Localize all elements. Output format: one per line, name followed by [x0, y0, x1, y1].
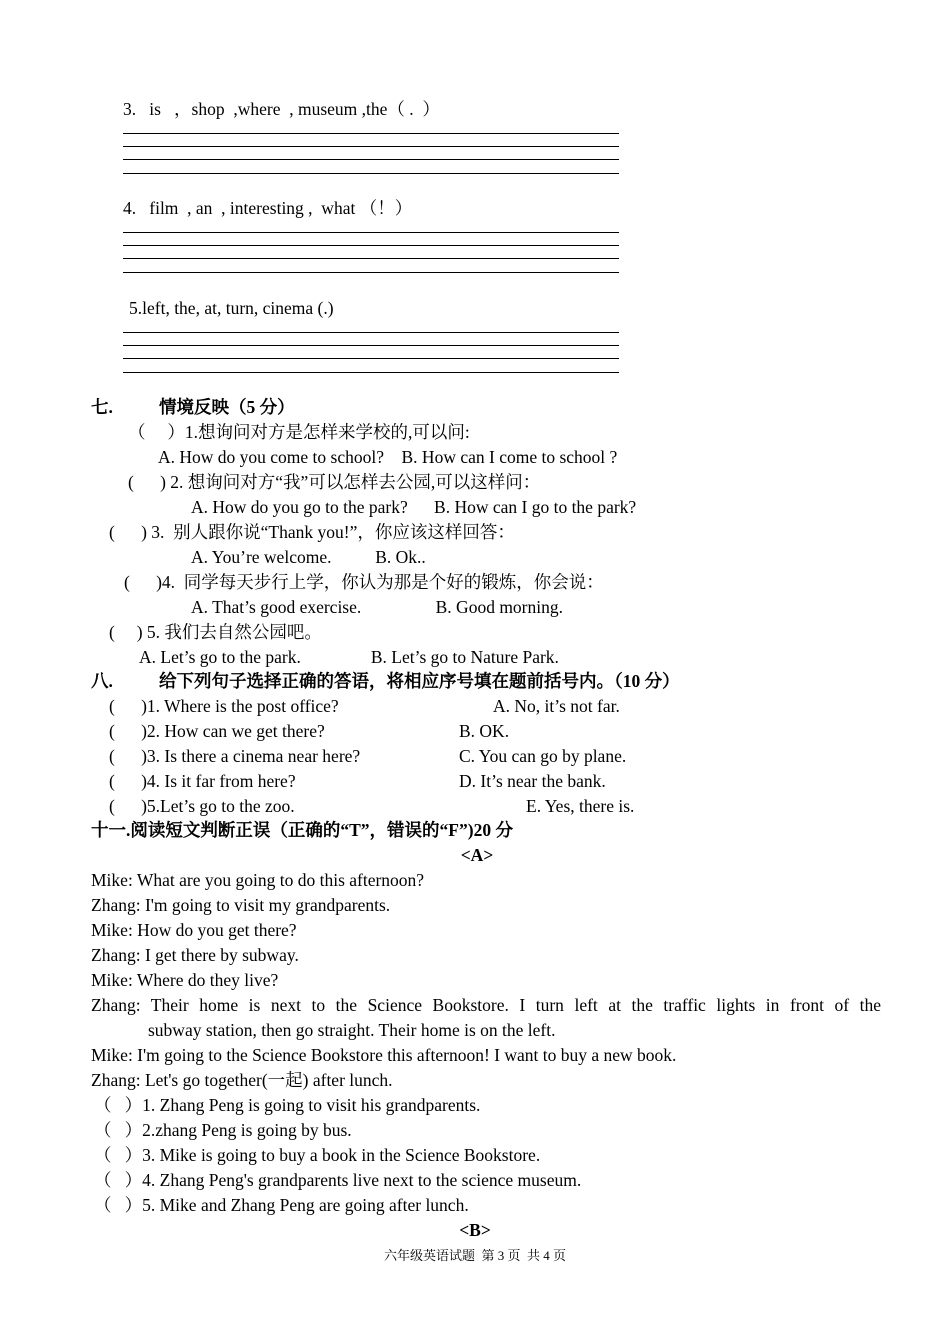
section-8-number: 八. [91, 671, 113, 691]
dialogue-line: Zhang: I'm going to visit my grandparents. [91, 895, 391, 915]
match-answer-c: C. You can go by plane. [459, 746, 627, 766]
answer-line [123, 146, 619, 147]
section-8-title: 给下列句子选择正确的答语，将相应序号填在题前括号内。（10 分） [159, 671, 680, 691]
true-false-item-4: （ ）4. Zhang Peng's grandparents live next to the science museum. [94, 1170, 582, 1190]
true-false-item-1: （ ）1. Zhang Peng is going to visit his grandparents. [94, 1095, 481, 1115]
dialogue-line-continued: subway station, then go straight. Their home is on the left. [148, 1020, 556, 1040]
situation-options-5: A. Let’s go to the park. B. Let’s go to Nature Park. [139, 647, 559, 667]
dialogue-line: Zhang: I get there by subway. [91, 945, 299, 965]
situation-question-4: ( )4. 同学每天步行上学，你认为那是个好的锻炼，你会说： [124, 572, 604, 592]
situation-options-3: A. You’re welcome. B. Ok.. [191, 547, 426, 567]
dialogue-line: Zhang: Their home is next to the Science Bookstore. I turn left at the traffic lights in front of the [91, 995, 881, 1015]
dialogue-line: Mike: How do you get there? [91, 920, 297, 940]
answer-line [123, 245, 619, 246]
situation-options-2: A. How do you go to the park? B. How can I go to the park? [191, 497, 637, 517]
answer-line [123, 159, 619, 160]
section-7-title: 情境反映（5 分） [159, 397, 295, 417]
situation-question-1: （ ）1.想询问对方是怎样来学校的,可以问: [128, 422, 470, 442]
true-false-item-2: （ ）2.zhang Peng is going by bus. [94, 1120, 352, 1140]
match-answer-b: B. OK. [459, 721, 510, 741]
reorder-question-3: 3. is ，shop ,where , museum ,the（ . ） [123, 99, 440, 119]
situation-options-4: A. That’s good exercise. B. Good morning. [191, 597, 563, 617]
passage-a-label: <A> [460, 845, 494, 865]
answer-line [123, 232, 619, 233]
answer-line [123, 133, 619, 134]
situation-question-2: ( ) 2. 想询问对方“我”可以怎样去公园,可以这样问： [128, 472, 541, 492]
page-footer: 六年级英语试题 第 3 页 共 4 页 [383, 1248, 566, 1263]
dialogue-line: Zhang: Let's go together(一起) after lunch. [91, 1070, 393, 1090]
answer-line [123, 332, 619, 333]
reorder-question-4: 4. film , an , interesting , what （！） [123, 198, 413, 218]
match-question-4: ( )4. Is it far from here? [109, 771, 296, 791]
situation-question-3: ( ) 3. 别人跟你说“Thank you!”，你应该这样回答： [109, 522, 515, 542]
match-answer-d: D. It’s near the bank. [459, 771, 606, 791]
reorder-question-5: 5.left, the, at, turn, cinema (.) [129, 298, 334, 318]
match-answer-e: E. Yes, there is. [526, 796, 635, 816]
true-false-item-3: （ ）3. Mike is going to buy a book in the Science Bookstore. [94, 1145, 541, 1165]
passage-b-label: <B> [459, 1220, 491, 1240]
answer-line [123, 173, 619, 174]
situation-options-1: A. How do you come to school? B. How can I come to school ? [158, 447, 618, 467]
match-question-1: ( )1. Where is the post office? [109, 696, 339, 716]
dialogue-line: Mike: Where do they live? [91, 970, 279, 990]
dialogue-line: Mike: What are you going to do this afternoon? [91, 870, 425, 890]
match-question-3: ( )3. Is there a cinema near here? [109, 746, 361, 766]
match-question-2: ( )2. How can we get there? [109, 721, 325, 741]
true-false-item-5: （ ）5. Mike and Zhang Peng are going after lunch. [94, 1195, 469, 1215]
section-7-number: 七. [91, 397, 113, 417]
match-question-5: ( )5.Let’s go to the zoo. [109, 796, 295, 816]
match-answer-a: A. No, it’s not far. [493, 696, 620, 716]
answer-line [123, 358, 619, 359]
answer-line [123, 272, 619, 273]
section-11-title: 十一.阅读短文判断正误（正确的“T”，错误的“F”)20 分 [91, 820, 513, 840]
dialogue-line: Mike: I'm going to the Science Bookstore this afternoon! I want to buy a new book. [91, 1045, 677, 1065]
answer-line [123, 372, 619, 373]
situation-question-5: ( ) 5. 我们去自然公园吧。 [109, 622, 322, 642]
answer-line [123, 258, 619, 259]
answer-line [123, 345, 619, 346]
